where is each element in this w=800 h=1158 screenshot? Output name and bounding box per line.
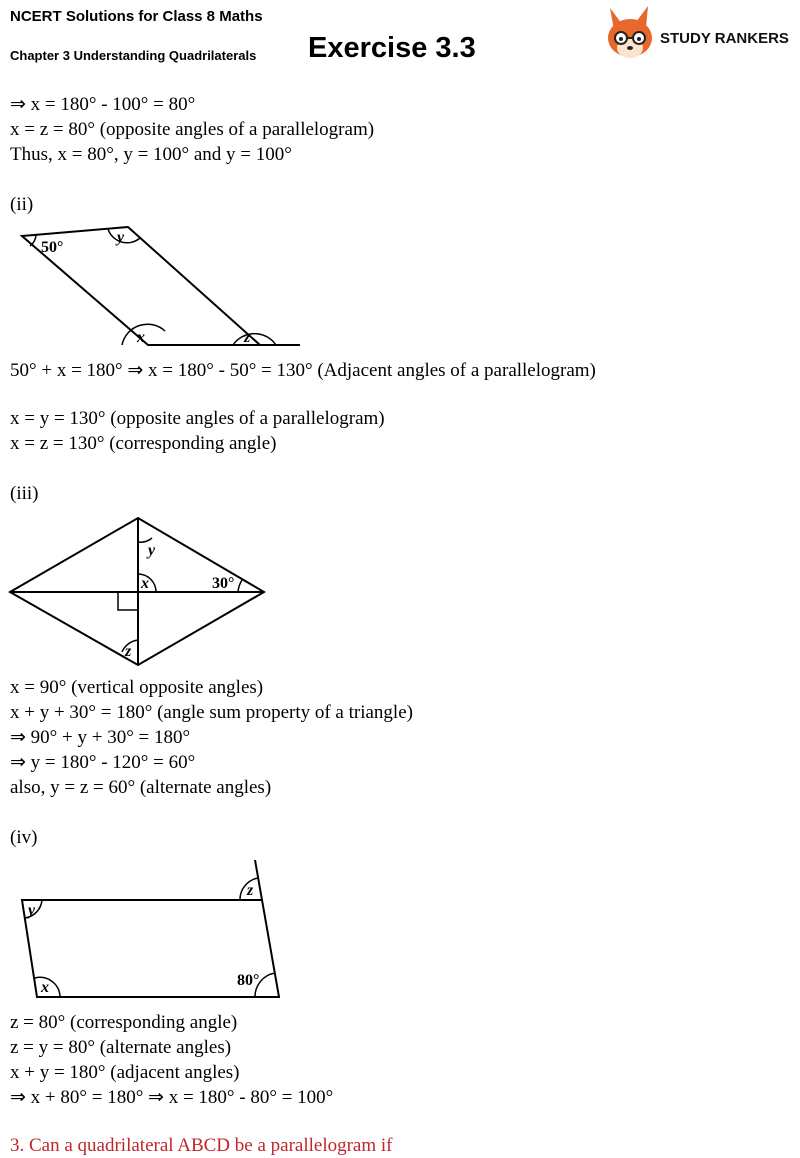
angle-label: y [28,902,36,919]
angle-label: 80° [237,972,260,989]
question-heading: 3. Can a quadrilateral ABCD be a parallelogram if [10,1135,393,1156]
solution-line: x = 90° (vertical opposite angles) [10,677,264,698]
solution-line: ⇒ y = 180° - 120° = 60° [10,752,196,773]
solution-line: x = z = 80° (opposite angles of a parallelogram) [10,119,375,140]
figure-iv [0,858,300,1003]
brand-name: STUDY RANKERS [660,30,789,47]
exercise-title: Exercise 3.3 [308,32,476,64]
solution-line: Thus, x = 80°, y = 100° and y = 100° [10,144,292,165]
angle-label: 30° [212,575,235,592]
angle-label: z [125,643,132,660]
angle-label: z [244,329,251,346]
angle-label: x [141,575,149,592]
solution-line: ⇒ x + 80° = 180° ⇒ x = 180° - 80° = 100° [10,1087,334,1108]
angle-label: y [148,542,156,559]
solution-line: also, y = z = 60° (alternate angles) [10,777,272,798]
angle-label: y [117,229,125,246]
angle-label: x [41,979,49,996]
chapter-title: Chapter 3 Understanding Quadrilaterals [10,48,257,63]
part-label: (iv) [10,827,38,848]
angle-label: z [247,882,254,899]
brand-logo [604,2,800,64]
part-label: (iii) [10,483,39,504]
solution-line: ⇒ 90° + y + 30° = 180° [10,727,191,748]
solution-line: x = z = 130° (corresponding angle) [10,433,277,454]
solution-line: x + y + 30° = 180° (angle sum property of a triangle) [10,702,413,723]
page-title: NCERT Solutions for Class 8 Maths [10,8,263,25]
fox-icon [604,2,660,64]
solution-line: x + y = 180° (adjacent angles) [10,1062,240,1083]
angle-label: x [137,329,145,346]
solution-line: z = y = 80° (alternate angles) [10,1037,232,1058]
figure-ii [0,215,310,355]
part-label: (ii) [10,194,34,215]
angle-label: 50° [41,239,64,256]
figure-iii [0,510,280,670]
solution-line: z = 80° (corresponding angle) [10,1012,238,1033]
solution-line: ⇒ x = 180° - 100° = 80° [10,94,196,115]
solution-line: 50° + x = 180° ⇒ x = 180° - 50° = 130° (Adjacent angles of a parallelogram) [10,360,596,381]
solution-line: x = y = 130° (opposite angles of a parallelogram) [10,408,385,429]
